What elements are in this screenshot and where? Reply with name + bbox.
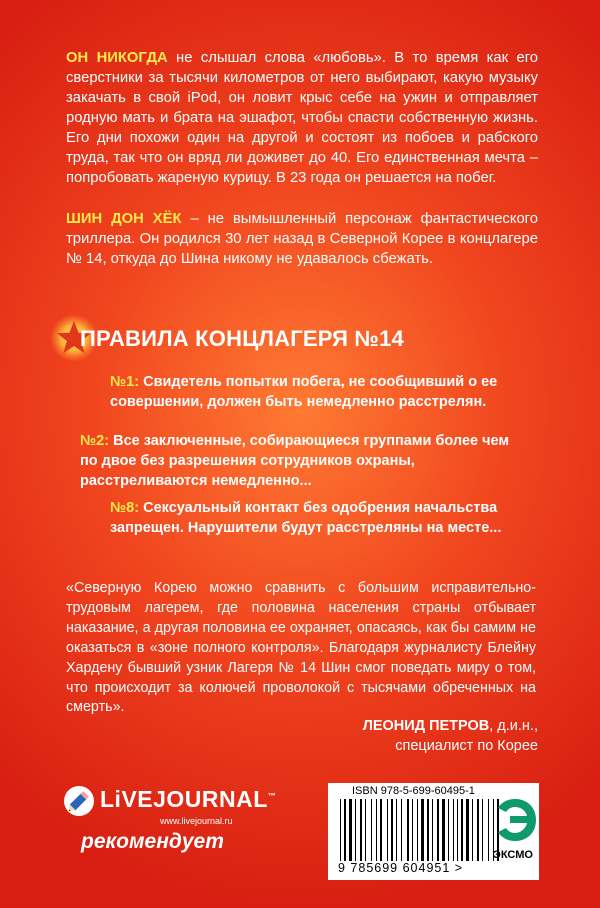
eksmo-logo-icon [492, 796, 538, 844]
livejournal-logo [100, 786, 276, 813]
hero-paragraph [66, 209, 538, 269]
barcode-bar [387, 799, 388, 861]
livejournal-url: www.livejournal.ru [160, 816, 233, 826]
barcode-bar [437, 799, 439, 861]
hero-text: – не вымышленный персонаж фантастического триллера. Он родился 30 лет назад в Северной Корее в концлагере № 14, откуда до Шина никому не удавалось сбежать. [66, 211, 538, 267]
barcode-bar [349, 799, 352, 861]
barcode-bar [365, 799, 366, 861]
barcode-bar [453, 799, 454, 861]
rules-heading: ПРАВИЛА КОНЦЛАГЕРЯ №14 [80, 326, 404, 351]
rule-number: №2: [80, 433, 110, 449]
barcode-bar [380, 799, 382, 861]
rule-text: Свидетель попытки побега, не сообщивший о ее совершении, должен быть немедленно расстрелян. [110, 374, 498, 410]
barcode-bar [360, 799, 362, 861]
author-name: ЛЕОНИД ПЕТРОВ [362, 718, 490, 734]
barcode-bar [344, 799, 346, 861]
barcode-bar [427, 799, 429, 861]
author-role: специалист по Корее [395, 738, 538, 754]
barcode-bar [340, 799, 341, 861]
hero-lead: ШИН ДОН ХЁК [66, 211, 182, 227]
recommends-label: рекомендует [81, 830, 224, 853]
rule-item [110, 372, 530, 412]
barcode-bar [371, 799, 372, 861]
barcode-bar [396, 799, 397, 861]
barcode-bar [407, 799, 409, 861]
barcode-bar [448, 799, 449, 861]
barcode-digits: 9 785699 604951 > [338, 861, 464, 875]
barcode-bar [466, 799, 469, 861]
rule-item [110, 498, 530, 538]
pencil-icon [63, 784, 95, 820]
barcode-bar [391, 799, 393, 861]
barcode-bar [482, 799, 483, 861]
barcode-bar [417, 799, 418, 861]
review-quote: «Северную Корею можно сравнить с большим исправительно-трудовым лагерем, где половина населения страны отбывает наказание, а другая половина ее охраняет, опасаясь, как бы самим не оказаться в «зоне полного контроля». Благодаря журналисту Блейну Хардену бывший узник Лагеря № 14 Шин смог поведать миру о том, что происходит за колючей проволокой с тысячами обреченных на смерть». [66, 580, 536, 716]
barcode-bar [477, 799, 479, 861]
intro-paragraph [66, 48, 538, 188]
author-degree: , д.и.н., [489, 718, 538, 734]
intro-lead: ОН НИКОГДА [66, 50, 168, 66]
barcode-bar [488, 799, 489, 861]
publisher-name: ЭКСМО [493, 849, 533, 861]
isbn-text: ISBN 978-5-699-60495-1 [352, 785, 475, 797]
trademark-mark: ™ [267, 791, 277, 801]
rule-text: Все заключенные, собирающиеся группами более чем по двое без разрешения сотрудников охраны, расстреливаются немедленно... [80, 433, 510, 489]
barcode-bar [432, 799, 433, 861]
barcode-bar [421, 799, 424, 861]
barcode-bar [412, 799, 413, 861]
rule-number: №1: [110, 374, 140, 390]
rule-item [80, 431, 520, 491]
barcode-bar [401, 799, 402, 861]
rule-text: Сексуальный контакт без одобрения начальства запрещен. Нарушители будут расстреляны на месте... [110, 500, 502, 536]
rule-number: №8: [110, 500, 140, 516]
intro-text: не слышал слова «любовь». В то время как его сверстники за тысячи километров от него выбирают, какую музыку закачать в свой iPod, он ловит крыс себе на ужин и отправляет родную мать и брата на эшафот, чтобы спасти собственную жизнь. Его дни похожи один на другой и состоят из побоев и рабского труда, так что он вряд ли доживет до 40. Его единственная мечта – попробовать жареную курицу. В 23 года он решается на побег. [66, 50, 538, 186]
barcode-bar [461, 799, 463, 861]
barcode [338, 799, 502, 861]
barcode-bar [355, 799, 356, 861]
livejournal-logo-text: LiVEJOURNAL [100, 786, 268, 812]
barcode-bar [472, 799, 473, 861]
barcode-bar [442, 799, 445, 861]
quote-author [238, 716, 538, 756]
barcode-bar [376, 799, 377, 861]
barcode-bar [457, 799, 458, 861]
